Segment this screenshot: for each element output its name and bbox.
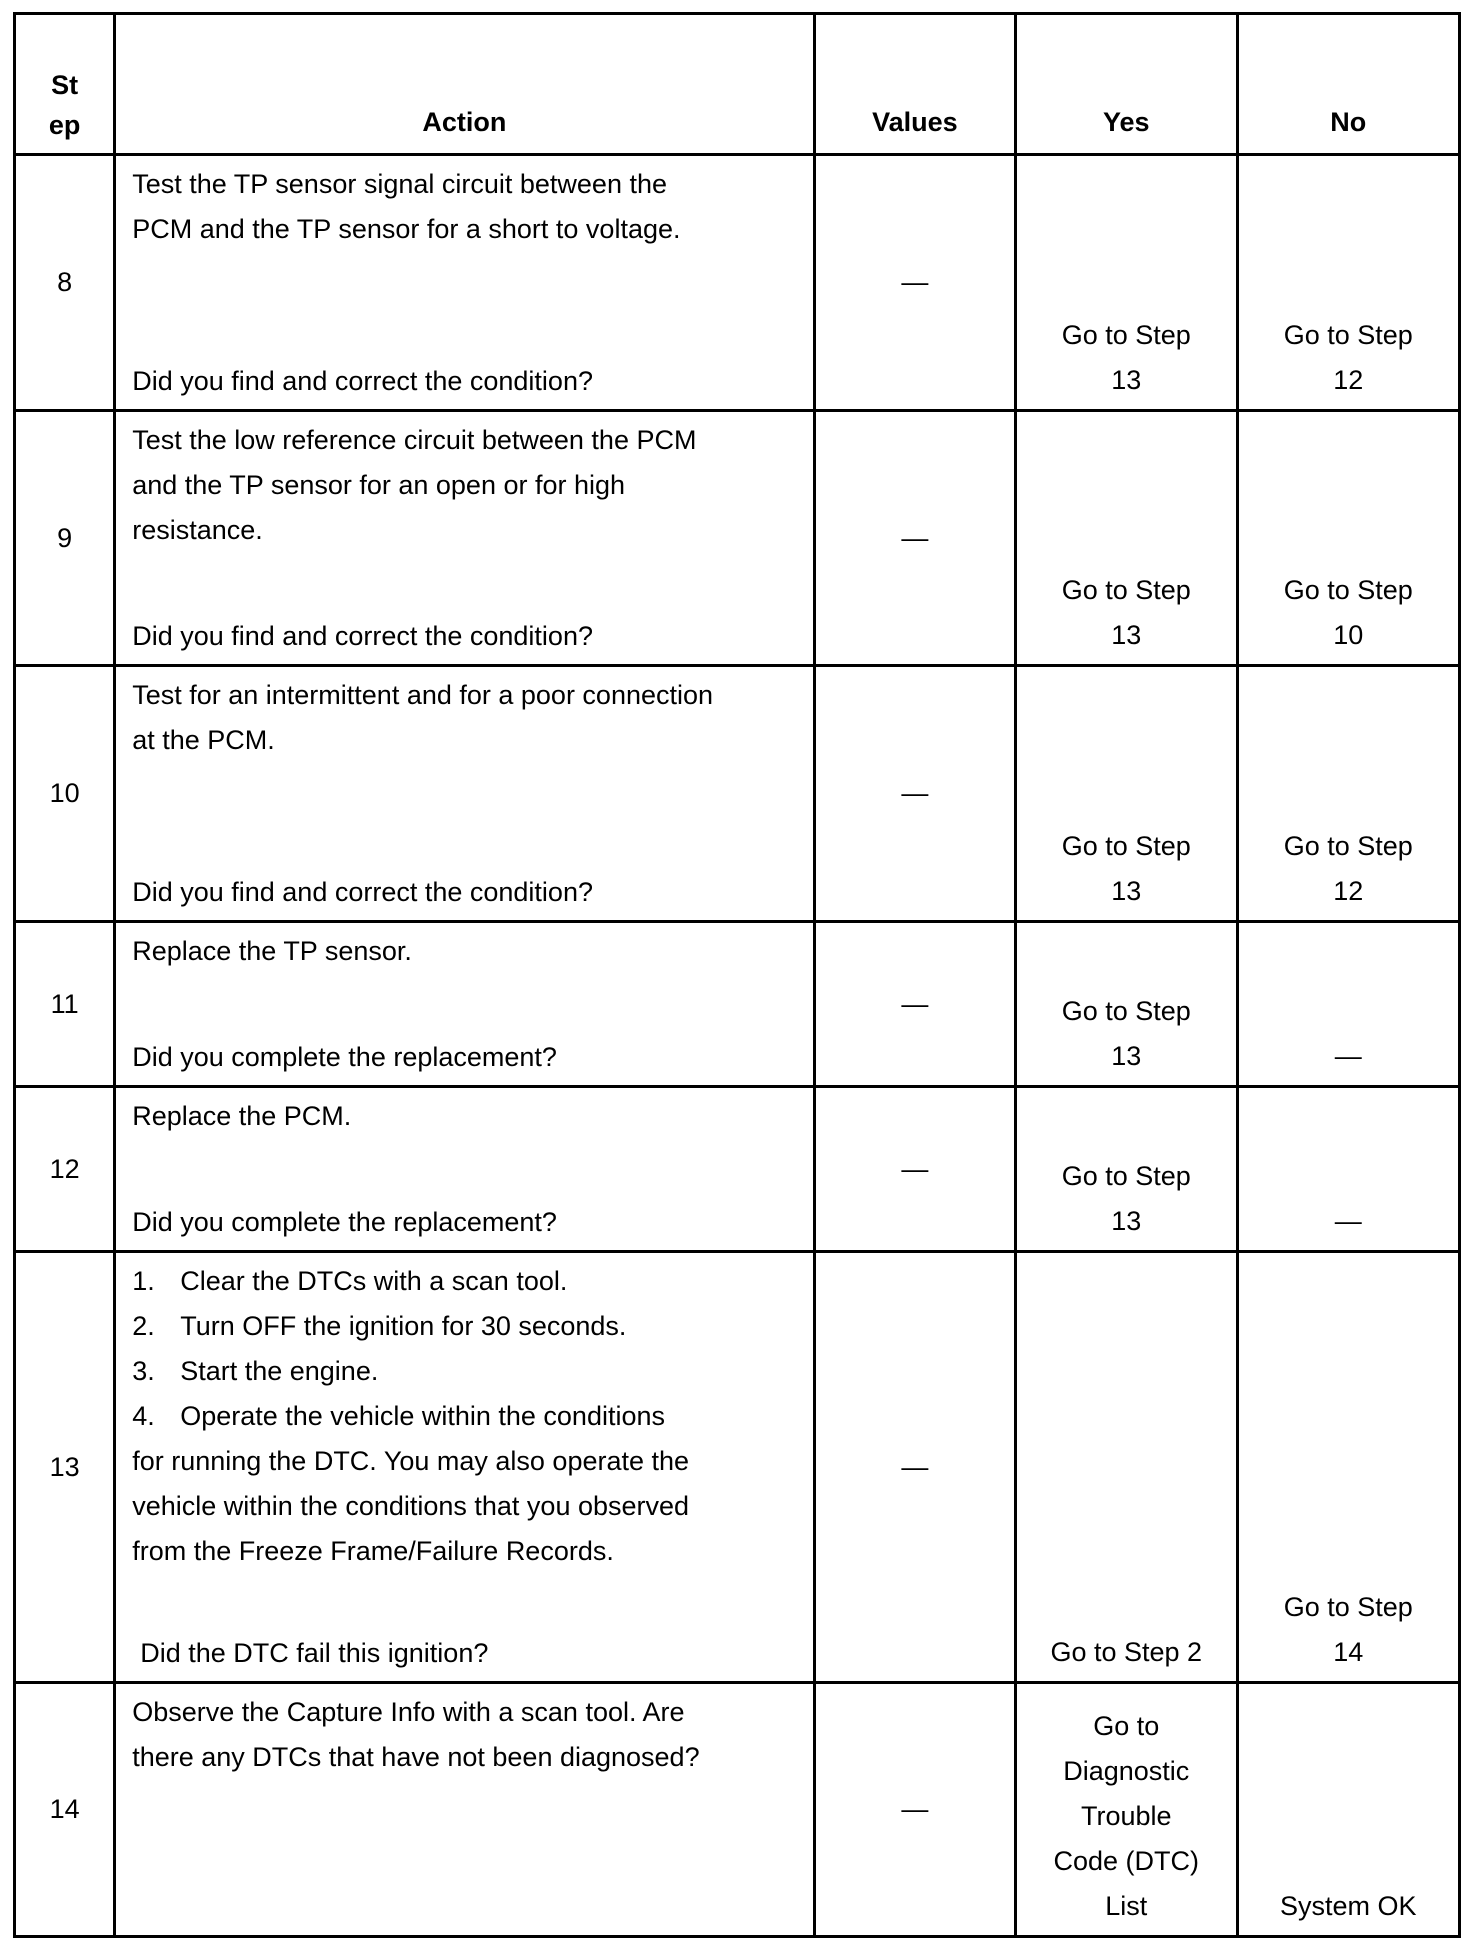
header-no: No bbox=[1237, 14, 1460, 155]
list-item bbox=[132, 1259, 798, 1304]
no-text: Go to Step 10 bbox=[1283, 575, 1413, 650]
values-cell: — bbox=[814, 1683, 1015, 1937]
action-question: Did you complete the replacement? bbox=[132, 1042, 557, 1072]
list-item-text: Operate the vehicle within the conditions bbox=[180, 1401, 665, 1431]
no-text: System OK bbox=[1279, 1891, 1417, 1921]
action-cell bbox=[115, 155, 814, 411]
yes-text: Go to Step 13 bbox=[1061, 320, 1191, 395]
table-row bbox=[15, 922, 1460, 1087]
list-item-number: 3. bbox=[132, 1356, 155, 1386]
table-row bbox=[15, 1087, 1460, 1252]
table-row bbox=[15, 411, 1460, 666]
header-values: Values bbox=[814, 14, 1015, 155]
action-text: Test the TP sensor signal circuit between the PCM and the TP sensor for a short to voltage. bbox=[132, 169, 681, 244]
no-cell bbox=[1237, 155, 1460, 411]
yes-text: Go to Step 13 bbox=[1061, 1161, 1191, 1236]
list-item-text: Turn OFF the ignition for 30 seconds. bbox=[180, 1311, 627, 1341]
header-step bbox=[15, 14, 115, 155]
yes-text: Go to Step 13 bbox=[1061, 996, 1191, 1071]
action-cell bbox=[115, 1252, 814, 1683]
no-cell bbox=[1237, 922, 1460, 1087]
yes-cell bbox=[1016, 1683, 1237, 1937]
step-number: 11 bbox=[15, 922, 115, 1087]
yes-cell bbox=[1016, 411, 1237, 666]
action-text: Replace the PCM. bbox=[132, 1101, 352, 1131]
action-block bbox=[132, 1259, 798, 1574]
list-item-text: Start the engine. bbox=[180, 1356, 379, 1386]
step-number: 14 bbox=[15, 1683, 115, 1937]
action-text: for running the DTC. You may also operate the vehicle within the conditions that you observed from the Freeze Frame/Failure Records. bbox=[132, 1446, 690, 1566]
action-question: Did you find and correct the condition? bbox=[132, 621, 593, 651]
step-number: 10 bbox=[15, 666, 115, 922]
no-cell bbox=[1237, 1252, 1460, 1683]
list-item-number: 4. bbox=[132, 1401, 155, 1431]
yes-cell bbox=[1016, 155, 1237, 411]
diagnostic-table bbox=[13, 12, 1461, 1938]
values-cell: — bbox=[814, 666, 1015, 922]
yes-text: Go to Step 13 bbox=[1061, 575, 1191, 650]
values-cell: — bbox=[814, 1252, 1015, 1683]
values-cell: — bbox=[814, 411, 1015, 666]
step-number: 8 bbox=[15, 155, 115, 411]
table-row bbox=[15, 155, 1460, 411]
yes-text: Go to Diagnostic Trouble Code (DTC) List bbox=[1053, 1711, 1200, 1921]
no-text: Go to Step 12 bbox=[1283, 831, 1413, 906]
instruction-list bbox=[132, 1259, 798, 1439]
action-question: Did you find and correct the condition? bbox=[132, 366, 593, 396]
no-text: — bbox=[1334, 1041, 1362, 1071]
list-item-number: 1. bbox=[132, 1266, 155, 1296]
action-cell bbox=[115, 411, 814, 666]
yes-cell bbox=[1016, 922, 1237, 1087]
action-cell bbox=[115, 1087, 814, 1252]
action-cell bbox=[115, 1683, 814, 1937]
header-row bbox=[15, 14, 1460, 155]
no-cell bbox=[1237, 1683, 1460, 1937]
action-text: Test the low reference circuit between the PCM and the TP sensor for an open or for high resistance. bbox=[132, 425, 697, 545]
table-row bbox=[15, 1252, 1460, 1683]
action-question: Did the DTC fail this ignition? bbox=[140, 1638, 489, 1668]
action-question: Did you find and correct the condition? bbox=[132, 877, 593, 907]
yes-text: Go to Step 13 bbox=[1061, 831, 1191, 906]
values-cell: — bbox=[814, 922, 1015, 1087]
header-action: Action bbox=[115, 14, 814, 155]
list-item-number: 2. bbox=[132, 1311, 155, 1341]
values-cell: — bbox=[814, 1087, 1015, 1252]
list-item bbox=[132, 1349, 798, 1394]
header-yes: Yes bbox=[1016, 14, 1237, 155]
action-cell bbox=[115, 666, 814, 922]
values-cell: — bbox=[814, 155, 1015, 411]
no-text: Go to Step 12 bbox=[1283, 320, 1413, 395]
header-step-label: St ep bbox=[48, 70, 81, 140]
table-row bbox=[15, 1683, 1460, 1937]
step-number: 13 bbox=[15, 1252, 115, 1683]
no-cell bbox=[1237, 411, 1460, 666]
action-cell bbox=[115, 922, 814, 1087]
action-text: Observe the Capture Info with a scan tool. Are there any DTCs that have not been diagnosed? bbox=[132, 1697, 700, 1772]
no-text: Go to Step 14 bbox=[1283, 1592, 1413, 1667]
list-item-text: Clear the DTCs with a scan tool. bbox=[180, 1266, 568, 1296]
list-item bbox=[132, 1394, 798, 1439]
no-cell bbox=[1237, 666, 1460, 922]
yes-text: Go to Step 2 bbox=[1050, 1637, 1203, 1667]
action-text: Test for an intermittent and for a poor connection at the PCM. bbox=[132, 680, 714, 755]
action-text: Replace the TP sensor. bbox=[132, 936, 412, 966]
list-item bbox=[132, 1304, 798, 1349]
yes-cell bbox=[1016, 666, 1237, 922]
no-cell bbox=[1237, 1087, 1460, 1252]
yes-cell bbox=[1016, 1087, 1237, 1252]
action-question: Did you complete the replacement? bbox=[132, 1207, 557, 1237]
step-number: 12 bbox=[15, 1087, 115, 1252]
no-text: — bbox=[1334, 1206, 1362, 1236]
step-number: 9 bbox=[15, 411, 115, 666]
table-row bbox=[15, 666, 1460, 922]
yes-cell bbox=[1016, 1252, 1237, 1683]
